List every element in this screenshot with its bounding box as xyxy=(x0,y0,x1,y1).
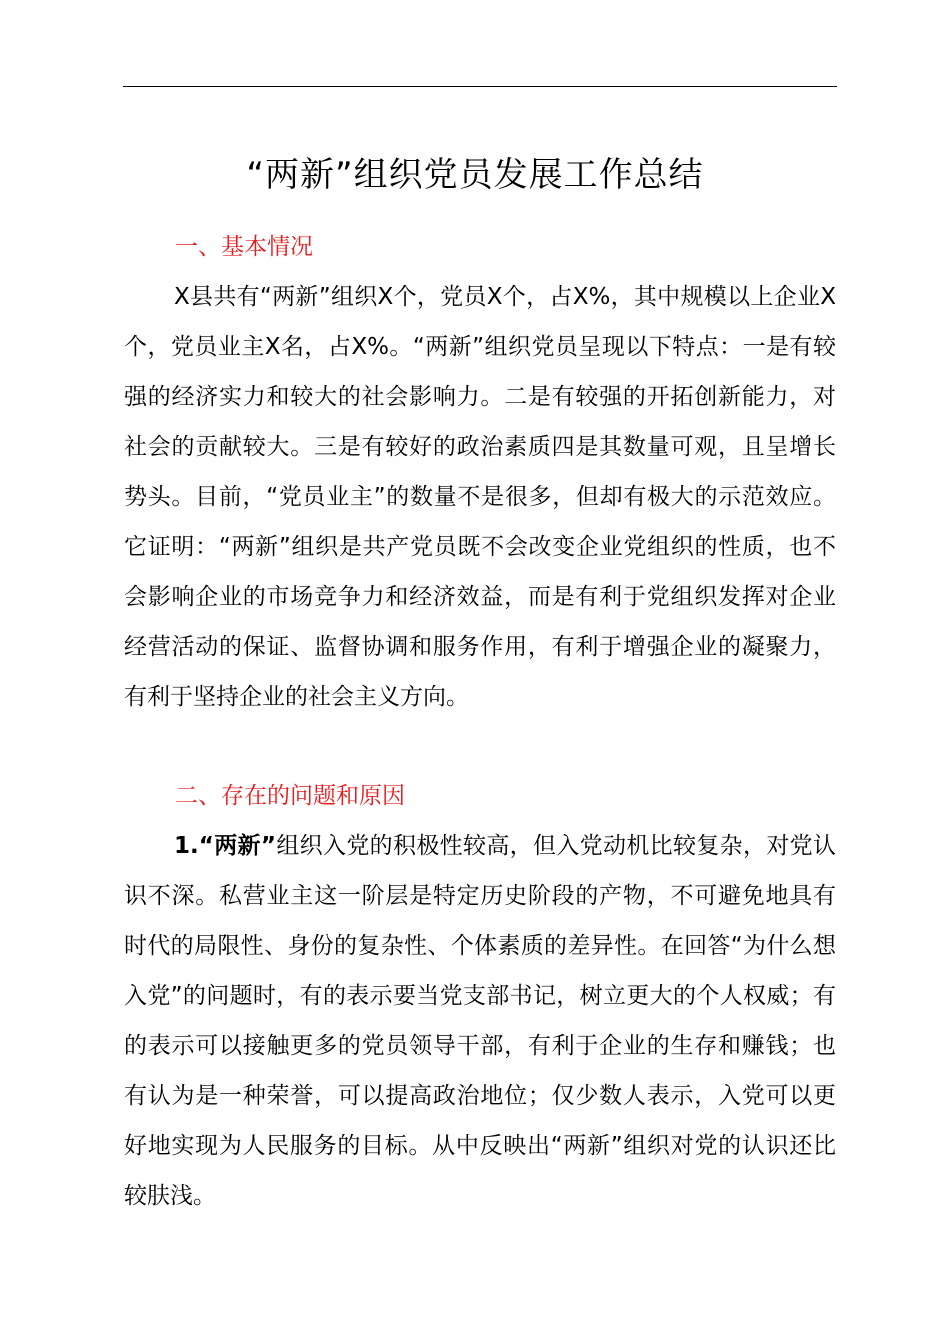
item-body: 组织入党的积极性较高，但入党动机比较复杂，对党认识不深。私营业主这一阶层是特定历史阶段的产物，不可避免地具有时代的局限性、身份的复杂性、个体素质的差异性。在回答“为什么想入党”的问题时，有的表示要当党支部书记，树立更大的个人权威；有的表示可以接触更多的党员领导干部，有利于企业的生存和赚钱；也有认为是一种荣誉，可以提高政治地位；仅少数人表示，入党可以更好地实现为人民服务的目标。从中反映出“两新”组织对党的认识还比较肤浅。 xyxy=(124,833,836,1209)
section-heading-basic-situation: 一、基本情况 xyxy=(175,234,313,260)
item-number: 1. xyxy=(174,833,199,859)
section-paragraph-basic-situation: X县共有“两新”组织X个，党员X个，占X%，其中规模以上企业X个，党员业主X名，占X%。“两新”组织党员呈现以下特点：一是有较强的经济实力和较大的社会影响力。二是有较强的开拓创新能力，对社会的贡献较大。三是有较好的政治素质四是其数量可观，且呈增长势头。目前，“党员业主”的数量不是很多，但却有极大的示范效应。它证明：“两新”组织是共产党员既不会改变企业党组织的性质，也不会影响企业的市场竞争力和经济效益，而是有利于党组织发挥对企业经营活动的保证、监督协调和服务作用，有利于增强企业的凝聚力，有利于坚持企业的社会主义方向。 xyxy=(124,284,836,710)
header-rule xyxy=(123,86,837,87)
item-lead: “两新” xyxy=(198,833,276,859)
section-heading-problems-causes: 二、存在的问题和原因 xyxy=(175,783,405,809)
section-paragraph-problems-causes xyxy=(124,821,836,1221)
document-title: “两新”组织党员发展工作总结 xyxy=(246,155,704,195)
